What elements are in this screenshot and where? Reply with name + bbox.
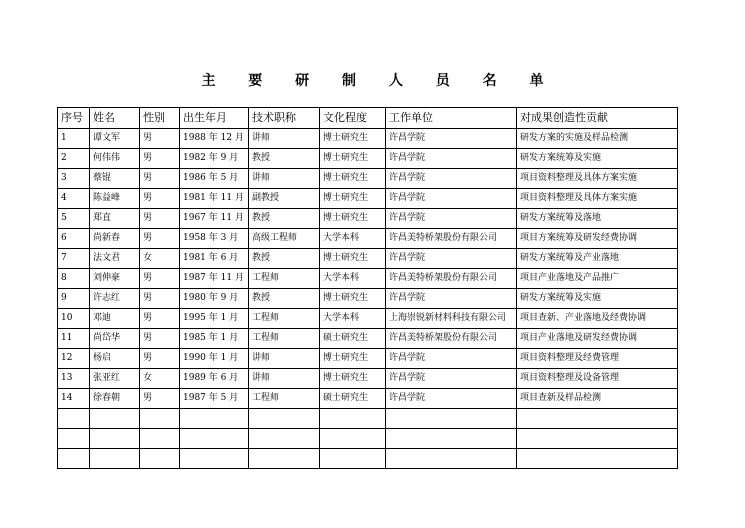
cell-employer: 许昌学院 bbox=[386, 289, 517, 309]
cell-gender: 男 bbox=[140, 269, 180, 289]
cell-birth: 1987 年 5 月 bbox=[180, 389, 249, 409]
cell-index: 9 bbox=[58, 289, 90, 309]
cell-contribution: 项目查新、产业落地及经费协调 bbox=[517, 309, 678, 329]
cell-contribution: 项目产业落地及产品推广 bbox=[517, 269, 678, 289]
cell-employer: 许昌学院 bbox=[386, 189, 517, 209]
cell-name: 蔡锟 bbox=[90, 169, 140, 189]
cell-education: 硕士研究生 bbox=[320, 389, 386, 409]
cell-education: 博士研究生 bbox=[320, 249, 386, 269]
cell-employer: 许昌学院 bbox=[386, 209, 517, 229]
cell-title: 工程师 bbox=[249, 309, 320, 329]
table-row bbox=[58, 189, 678, 209]
cell-title: 高级工程师 bbox=[249, 229, 320, 249]
cell-employer: 许昌学院 bbox=[386, 169, 517, 189]
cell-name: 谭文军 bbox=[90, 129, 140, 149]
table-row bbox=[58, 129, 678, 149]
table-row bbox=[58, 429, 678, 449]
cell-employer: 许昌学院 bbox=[386, 149, 517, 169]
cell-birth: 1986 年 5 月 bbox=[180, 169, 249, 189]
cell-contribution: 项目资料整理及设备管理 bbox=[517, 369, 678, 389]
table-row bbox=[58, 349, 678, 369]
cell-contribution bbox=[517, 449, 678, 469]
cell-employer: 许昌学院 bbox=[386, 389, 517, 409]
table-row bbox=[58, 269, 678, 289]
cell-gender: 男 bbox=[140, 169, 180, 189]
cell-index: 2 bbox=[58, 149, 90, 169]
cell-birth: 1988 年 12 月 bbox=[180, 129, 249, 149]
cell-title: 教授 bbox=[249, 289, 320, 309]
cell-education: 博士研究生 bbox=[320, 349, 386, 369]
cell-birth: 1987 年 11 月 bbox=[180, 269, 249, 289]
cell-gender: 男 bbox=[140, 389, 180, 409]
cell-employer: 许昌学院 bbox=[386, 249, 517, 269]
cell-index: 4 bbox=[58, 189, 90, 209]
cell-education bbox=[320, 449, 386, 469]
cell-contribution: 项目资料整理及具体方案实施 bbox=[517, 169, 678, 189]
cell-education: 大学本科 bbox=[320, 309, 386, 329]
table-row bbox=[58, 329, 678, 349]
table-row bbox=[58, 449, 678, 469]
table-row bbox=[58, 289, 678, 309]
cell-title: 教授 bbox=[249, 209, 320, 229]
header-gender: 性别 bbox=[140, 108, 180, 129]
header-employer: 工作单位 bbox=[386, 108, 517, 129]
cell-name bbox=[90, 409, 140, 429]
cell-title: 工程师 bbox=[249, 269, 320, 289]
cell-index: 11 bbox=[58, 329, 90, 349]
cell-gender: 男 bbox=[140, 149, 180, 169]
cell-index: 5 bbox=[58, 209, 90, 229]
cell-education: 硕士研究生 bbox=[320, 329, 386, 349]
cell-gender: 男 bbox=[140, 289, 180, 309]
cell-name: 尚新春 bbox=[90, 229, 140, 249]
cell-birth: 1980 年 9 月 bbox=[180, 289, 249, 309]
cell-title bbox=[249, 429, 320, 449]
cell-name: 许志红 bbox=[90, 289, 140, 309]
cell-education: 博士研究生 bbox=[320, 289, 386, 309]
cell-education: 博士研究生 bbox=[320, 189, 386, 209]
cell-title: 副教授 bbox=[249, 189, 320, 209]
cell-birth: 1981 年 6 月 bbox=[180, 249, 249, 269]
cell-name: 法文君 bbox=[90, 249, 140, 269]
cell-index: 1 bbox=[58, 129, 90, 149]
table-row bbox=[58, 309, 678, 329]
header-index: 序号 bbox=[58, 108, 90, 129]
personnel-table bbox=[57, 107, 678, 469]
cell-title bbox=[249, 449, 320, 469]
cell-employer bbox=[386, 429, 517, 449]
cell-title: 讲师 bbox=[249, 169, 320, 189]
cell-gender: 男 bbox=[140, 189, 180, 209]
cell-name: 刘伸豪 bbox=[90, 269, 140, 289]
header-name: 姓名 bbox=[90, 108, 140, 129]
cell-education: 博士研究生 bbox=[320, 129, 386, 149]
cell-employer bbox=[386, 449, 517, 469]
cell-birth bbox=[180, 409, 249, 429]
cell-gender bbox=[140, 409, 180, 429]
cell-gender: 男 bbox=[140, 229, 180, 249]
cell-name: 尚岱华 bbox=[90, 329, 140, 349]
cell-name: 杨启 bbox=[90, 349, 140, 369]
cell-education: 博士研究生 bbox=[320, 169, 386, 189]
cell-contribution: 研发方案统筹及实施 bbox=[517, 289, 678, 309]
cell-name: 陈益峰 bbox=[90, 189, 140, 209]
cell-employer bbox=[386, 409, 517, 429]
cell-gender: 男 bbox=[140, 209, 180, 229]
cell-index: 12 bbox=[58, 349, 90, 369]
cell-contribution bbox=[517, 429, 678, 449]
cell-title: 讲师 bbox=[249, 129, 320, 149]
cell-birth bbox=[180, 449, 249, 469]
cell-employer: 许昌学院 bbox=[386, 349, 517, 369]
cell-index: 10 bbox=[58, 309, 90, 329]
cell-index: 8 bbox=[58, 269, 90, 289]
cell-gender: 男 bbox=[140, 329, 180, 349]
cell-gender bbox=[140, 429, 180, 449]
table-row bbox=[58, 389, 678, 409]
cell-gender bbox=[140, 449, 180, 469]
cell-contribution: 项目查新及样品检测 bbox=[517, 389, 678, 409]
cell-title: 工程师 bbox=[249, 329, 320, 349]
cell-contribution: 研发方案统筹及落地 bbox=[517, 209, 678, 229]
table-row bbox=[58, 229, 678, 249]
cell-title: 教授 bbox=[249, 149, 320, 169]
cell-contribution: 研发方案统筹及产业落地 bbox=[517, 249, 678, 269]
cell-birth: 1985 年 1 月 bbox=[180, 329, 249, 349]
cell-education bbox=[320, 409, 386, 429]
table-body bbox=[58, 129, 678, 469]
table-row bbox=[58, 249, 678, 269]
cell-birth: 1982 年 9 月 bbox=[180, 149, 249, 169]
cell-index bbox=[58, 429, 90, 449]
cell-employer: 许昌美特桥架股份有限公司 bbox=[386, 329, 517, 349]
cell-birth: 1958 年 3 月 bbox=[180, 229, 249, 249]
header-title: 技术职称 bbox=[249, 108, 320, 129]
cell-name: 邓迪 bbox=[90, 309, 140, 329]
cell-title: 讲师 bbox=[249, 349, 320, 369]
cell-gender: 男 bbox=[140, 349, 180, 369]
cell-gender: 男 bbox=[140, 129, 180, 149]
cell-employer: 许昌学院 bbox=[386, 369, 517, 389]
cell-name bbox=[90, 429, 140, 449]
cell-index bbox=[58, 449, 90, 469]
cell-contribution: 项目资料整理及具体方案实施 bbox=[517, 189, 678, 209]
cell-title bbox=[249, 409, 320, 429]
cell-title: 教授 bbox=[249, 249, 320, 269]
cell-education: 大学本科 bbox=[320, 229, 386, 249]
cell-contribution bbox=[517, 409, 678, 429]
cell-birth bbox=[180, 429, 249, 449]
cell-education: 博士研究生 bbox=[320, 209, 386, 229]
header-contribution: 对成果创造性贡献 bbox=[517, 108, 678, 129]
cell-education: 博士研究生 bbox=[320, 369, 386, 389]
cell-title: 工程师 bbox=[249, 389, 320, 409]
cell-birth: 1995 年 1 月 bbox=[180, 309, 249, 329]
cell-gender: 女 bbox=[140, 249, 180, 269]
cell-contribution: 项目方案统筹及研发经费协调 bbox=[517, 229, 678, 249]
cell-birth: 1989 年 6 月 bbox=[180, 369, 249, 389]
cell-birth: 1981 年 11 月 bbox=[180, 189, 249, 209]
table-row bbox=[58, 209, 678, 229]
cell-education: 大学本科 bbox=[320, 269, 386, 289]
cell-employer: 许昌美特桥架股份有限公司 bbox=[386, 269, 517, 289]
cell-birth: 1967 年 11 月 bbox=[180, 209, 249, 229]
header-birth: 出生年月 bbox=[180, 108, 249, 129]
cell-name bbox=[90, 449, 140, 469]
cell-name: 何伟伟 bbox=[90, 149, 140, 169]
cell-education bbox=[320, 429, 386, 449]
cell-name: 郑直 bbox=[90, 209, 140, 229]
cell-education: 博士研究生 bbox=[320, 149, 386, 169]
document-title: 主 要 研 制 人 员 名 单 bbox=[201, 73, 558, 89]
cell-index bbox=[58, 409, 90, 429]
table-row bbox=[58, 169, 678, 189]
cell-employer: 上海崇锐新材料科技有限公司 bbox=[386, 309, 517, 329]
cell-name: 徐春朝 bbox=[90, 389, 140, 409]
cell-title: 讲师 bbox=[249, 369, 320, 389]
cell-contribution: 研发方案统筹及实施 bbox=[517, 149, 678, 169]
table-row bbox=[58, 149, 678, 169]
cell-employer: 许昌美特桥架股份有限公司 bbox=[386, 229, 517, 249]
cell-employer: 许昌学院 bbox=[386, 129, 517, 149]
cell-index: 7 bbox=[58, 249, 90, 269]
cell-index: 13 bbox=[58, 369, 90, 389]
table-row bbox=[58, 369, 678, 389]
cell-gender: 女 bbox=[140, 369, 180, 389]
cell-index: 14 bbox=[58, 389, 90, 409]
cell-birth: 1990 年 1 月 bbox=[180, 349, 249, 369]
cell-index: 3 bbox=[58, 169, 90, 189]
cell-contribution: 项目资料整理及经费管理 bbox=[517, 349, 678, 369]
cell-contribution: 研发方案的实施及样品检测 bbox=[517, 129, 678, 149]
cell-name: 张亚红 bbox=[90, 369, 140, 389]
table-row bbox=[58, 409, 678, 429]
cell-gender: 男 bbox=[140, 309, 180, 329]
table-header-row bbox=[58, 108, 678, 129]
cell-contribution: 项目产业落地及研发经费协调 bbox=[517, 329, 678, 349]
header-education: 文化程度 bbox=[320, 108, 386, 129]
cell-index: 6 bbox=[58, 229, 90, 249]
